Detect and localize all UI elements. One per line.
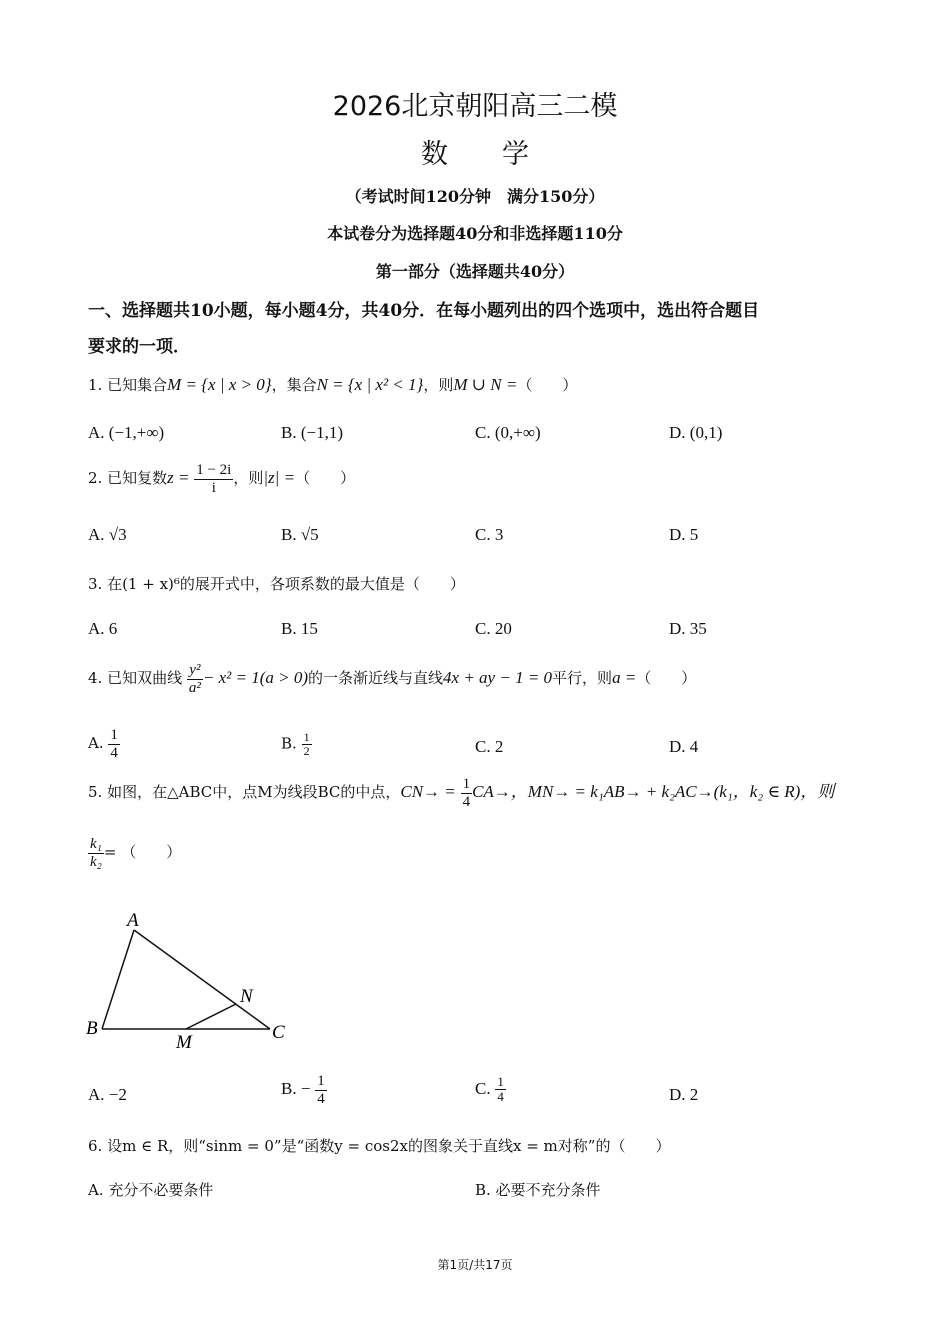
- q4-option-b-num: 1: [303, 730, 310, 744]
- exam-info: （考试时间120分钟 满分150分）: [345, 187, 605, 206]
- q2-option-b: B. √5: [281, 525, 319, 544]
- q5-cn-frac: [461, 776, 473, 810]
- subject-title: 数 学: [421, 139, 529, 170]
- q1-mid: ，集合: [271, 376, 317, 394]
- q6-option-a: A. 充分不必要条件: [88, 1181, 214, 1199]
- q5-cn-den: 4: [462, 793, 471, 810]
- q5-mn: MN→ = k₁AB→ + k₂AC→(k₁，k₂ ∈ R)，则: [527, 782, 835, 801]
- edge-ac: [134, 930, 270, 1029]
- q5-option-b-label: B. −: [281, 1079, 311, 1098]
- q5-cn: CN→ =: [400, 782, 456, 801]
- q2-option-a: A. √3: [88, 525, 127, 544]
- section-instructions-line1: 一、选择题共10小题，每小题4分，共40分．在每小题列出的四个选项中，选出符合题目: [88, 301, 760, 321]
- exam-title: 2026北京朝阳高三二模: [332, 91, 618, 122]
- q4-fraction: [187, 662, 203, 696]
- q5-text: 5. 如图，在△ABC中，点M为线段BC的中点，: [88, 783, 401, 801]
- q4-option-b-frac: [302, 731, 312, 758]
- q1-option-a: A. (−1,+∞): [88, 423, 165, 442]
- score-split: 本试卷分为选择题40分和非选择题110分: [327, 224, 623, 243]
- question-5-line1: [88, 776, 834, 810]
- q1-option-b: B. (−1,1): [281, 423, 343, 442]
- q4-option-a-label: A.: [88, 734, 104, 752]
- q2-prefix: 2. 已知复数: [88, 469, 168, 487]
- q5-option-b-num: 1: [317, 1073, 325, 1089]
- q2-option-c: C. 3: [475, 525, 504, 544]
- q2-fraction: [194, 462, 233, 496]
- q2-blank: （ ）: [295, 469, 356, 487]
- q2-den: i: [211, 479, 216, 496]
- page-footer: 第1页/共17页: [437, 1258, 513, 1272]
- question-2: [88, 462, 355, 496]
- q4-prefix: 4. 已知双曲线: [88, 669, 183, 687]
- question-5-line2: [88, 836, 181, 870]
- segment-mn: [186, 1004, 236, 1029]
- part-one-heading: 第一部分（选择题共40分）: [375, 262, 575, 281]
- q3-option-a: A. 6: [88, 619, 118, 638]
- q4-option-d: D. 4: [669, 737, 699, 756]
- q5-blank: = （ ）: [103, 843, 182, 861]
- q5-ratio-num: k₁: [90, 836, 102, 852]
- q4-expr: a =: [612, 668, 637, 687]
- triangle-figure: [84, 905, 294, 1055]
- q4-option-b-den: 2: [303, 744, 310, 759]
- q4-line: 4x + ay − 1 = 0: [443, 668, 553, 687]
- q2-option-d: D. 5: [669, 525, 699, 544]
- q1-option-d: D. (0,1): [669, 423, 723, 442]
- q1-prefix: 1. 已知集合: [88, 376, 168, 394]
- q4-option-b: [281, 731, 312, 758]
- section-instructions-line2: 要求的一项．: [88, 337, 190, 357]
- q5-ca: CA→，: [472, 782, 528, 801]
- q4-mid: 的一条渐近线与直线: [308, 669, 444, 687]
- q2-expr: |z| =: [263, 468, 296, 487]
- q5-option-b: [281, 1073, 327, 1107]
- q3-option-d: D. 35: [669, 619, 707, 638]
- q4-option-a-den: 4: [110, 744, 118, 761]
- q5-option-d: D. 2: [669, 1085, 699, 1104]
- q5-option-c-den: 4: [497, 1089, 504, 1105]
- question-1: [88, 374, 577, 395]
- q5-option-b-frac: [315, 1073, 327, 1107]
- q4-then: 平行，则: [552, 669, 613, 687]
- q1-option-c: C. (0,+∞): [475, 423, 541, 442]
- label-a: A: [127, 910, 139, 931]
- q4-option-a-num: 1: [110, 727, 118, 743]
- q4-den: a²: [188, 679, 201, 696]
- question-6: 6. 设m ∈ R，则“sinm = 0”是“函数y = cos2x的图象关于直线x = m对称”的（ ）: [88, 1137, 671, 1155]
- q1-then: ，则: [423, 376, 454, 394]
- q5-option-c-num: 1: [497, 1074, 504, 1089]
- q2-num: 1 − 2i: [196, 462, 232, 478]
- question-3: 3. 在(1 + x)⁶的展开式中，各项系数的最大值是（ ）: [88, 575, 465, 593]
- q4-option-b-label: B.: [281, 734, 297, 753]
- edge-ab: [102, 930, 134, 1029]
- q5-cn-num: 1: [462, 776, 471, 792]
- q1-blank: （ ）: [517, 376, 578, 394]
- q5-option-b-den: 4: [317, 1090, 325, 1107]
- q6-option-b: B. 必要不充分条件: [475, 1181, 601, 1199]
- q1-set-n: N = {x | x² < 1}: [316, 375, 424, 394]
- q1-expr: M ∪ N =: [453, 375, 518, 394]
- q4-num: y²: [187, 662, 203, 680]
- q3-option-b: B. 15: [281, 619, 318, 638]
- label-c: C: [272, 1022, 285, 1043]
- q4-option-a: [88, 727, 120, 761]
- q4-eq: − x² = 1(a > 0): [202, 668, 309, 687]
- q5-option-a: A. −2: [88, 1085, 127, 1104]
- label-b: B: [86, 1018, 98, 1039]
- label-m: M: [176, 1032, 192, 1053]
- q5-option-c: [475, 1075, 506, 1105]
- q4-option-c: C. 2: [475, 737, 504, 756]
- q1-set-m: M = {x | x > 0}: [167, 375, 272, 394]
- q5-ratio-den: k₂: [90, 853, 102, 870]
- label-n: N: [240, 986, 253, 1007]
- q4-option-a-frac: [108, 727, 120, 761]
- q5-option-c-label: C.: [475, 1078, 491, 1098]
- q4-blank: （ ）: [636, 669, 697, 687]
- question-4: [88, 662, 696, 696]
- q5-ratio-frac: [88, 836, 104, 870]
- q2-z: z =: [167, 468, 190, 487]
- q2-then: ，则: [233, 469, 264, 487]
- q3-option-c: C. 20: [475, 619, 512, 638]
- q5-option-c-frac: [495, 1075, 506, 1105]
